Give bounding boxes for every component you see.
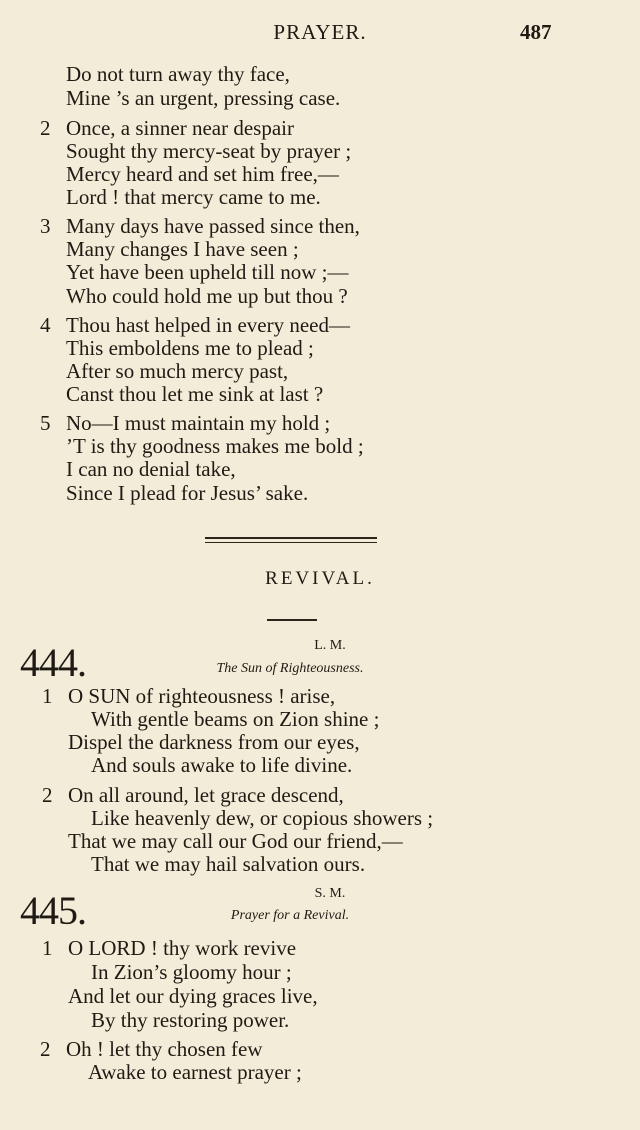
verse-line: Mine ’s an urgent, pressing case. [66, 86, 341, 110]
verse-line: After so much mercy past, [66, 359, 289, 383]
verse-line: That we may hail salvation ours. [91, 852, 366, 876]
stanza-number: 2 [42, 783, 53, 807]
hymn-meter: S. M. [314, 886, 346, 901]
verse-line: With gentle beams on Zion shine ; [91, 707, 380, 731]
verse-line: And souls awake to life divine. [91, 753, 353, 777]
stanza-number: 1 [42, 936, 53, 960]
verse-line: That we may call our God our friend,— [68, 829, 403, 853]
stanza-number: 4 [40, 313, 51, 337]
verse-line: On all around, let grace descend, [68, 783, 344, 807]
verse-line: In Zion’s gloomy hour ; [91, 960, 292, 984]
stanza-number: 2 [40, 1037, 51, 1061]
hymn-title: Prayer for a Revival. [230, 908, 350, 923]
verse-line: Who could hold me up but thou ? [66, 284, 348, 308]
verse-line: This emboldens me to plead ; [66, 336, 314, 360]
verse-line: Oh ! let thy chosen few [66, 1037, 263, 1061]
stanza-number: 3 [40, 214, 51, 238]
verse-line: O LORD ! thy work revive [68, 936, 297, 960]
short-divider [267, 619, 317, 621]
verse-line: Many days have passed since then, [66, 214, 360, 238]
verse-line: I can no denial take, [66, 457, 236, 481]
section-title: REVIVAL. [265, 568, 375, 589]
stanza-number: 5 [40, 411, 51, 435]
stanza-number: 2 [40, 116, 51, 140]
verse-line: ’T is thy goodness makes me bold ; [66, 434, 364, 458]
verse-line: Like heavenly dew, or copious showers ; [91, 806, 434, 830]
hymn-number: 444. [20, 640, 86, 685]
section-divider [205, 537, 377, 539]
stanza-number: 1 [42, 684, 53, 708]
running-title: PRAYER. [273, 20, 367, 44]
verse-line: Once, a sinner near despair [66, 116, 294, 140]
verse-line: Thou hast helped in every need— [66, 313, 350, 337]
page-number: 487 [520, 20, 552, 44]
hymn-number: 445. [20, 888, 86, 933]
verse-line: Lord ! that mercy came to me. [66, 185, 321, 209]
verse-line: No—I must maintain my hold ; [66, 411, 331, 435]
verse-line: Since I plead for Jesus’ sake. [66, 481, 309, 505]
verse-line: Do not turn away thy face, [66, 62, 290, 86]
verse-line: Awake to earnest prayer ; [88, 1060, 302, 1084]
hymn-title: The Sun of Righteousness. [216, 661, 364, 676]
verse-line: Dispel the darkness from our eyes, [68, 730, 360, 754]
verse-line: Sought thy mercy-seat by prayer ; [66, 139, 352, 163]
verse-line: O SUN of righteousness ! arise, [68, 684, 336, 708]
verse-line: Yet have been upheld till now ;— [66, 260, 349, 284]
verse-line: By thy restoring power. [91, 1008, 290, 1032]
verse-line: And let our dying graces live, [68, 984, 318, 1008]
hymn-meter: L. M. [314, 638, 346, 653]
verse-line: Many changes I have seen ; [66, 237, 299, 261]
verse-line: Canst thou let me sink at last ? [66, 382, 324, 406]
section-divider [205, 542, 377, 543]
verse-line: Mercy heard and set him free,— [66, 162, 339, 186]
